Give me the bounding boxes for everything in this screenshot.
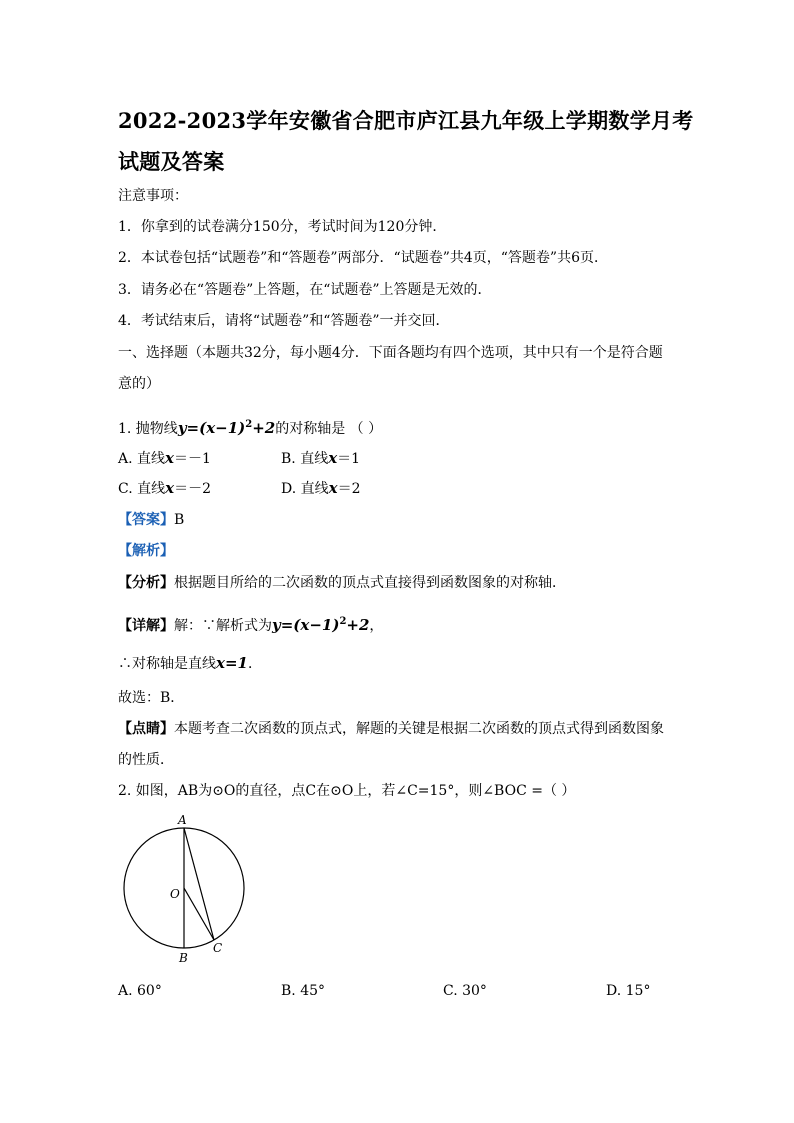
q1-prefix: 1. 抛物线 (118, 421, 178, 437)
notice-item: 4．考试结束后，请将“试题卷”和“答题卷”一并交回． (118, 313, 450, 329)
option-label: B. 直线 (281, 451, 329, 467)
label-o: O (170, 887, 180, 901)
comment-tag: 【点睛】 (118, 721, 174, 737)
section-heading-line2: 意的） (118, 376, 160, 392)
analysis-tag: 【解析】 (118, 543, 174, 559)
therefore-math: x=1 (216, 654, 248, 672)
notice-item: 3．请务必在“答题卷”上答题，在“试题卷”上答题是无效的． (118, 282, 492, 298)
detail-formula-exponent: 2 (339, 616, 347, 627)
circle-figure (110, 808, 260, 968)
question-1-stem (118, 416, 382, 438)
detail-end: ， (369, 618, 384, 634)
q1-formula (178, 419, 275, 437)
q1-therefore (118, 654, 262, 673)
q1-formula-main: y=(x−1) (177, 419, 246, 437)
label-a: A (178, 813, 187, 827)
option-var: x (165, 479, 175, 497)
q1-formula-tail: +2 (252, 419, 276, 437)
q1-analysis-heading (118, 542, 174, 560)
q1-comment (118, 720, 664, 738)
therefore-text: ∴对称轴是直线 (118, 656, 216, 672)
q1-option-c (118, 479, 211, 498)
option-value: ＝1 (337, 451, 361, 467)
q1-fenxi (118, 574, 566, 592)
comment-text: 本题考查二次函数的顶点式，解题的关键是根据二次函数的顶点式得到函数图象 (174, 721, 664, 737)
notice-item: 1．你拿到的试卷满分150分，考试时间为120分钟． (118, 219, 447, 235)
fenxi-tag: 【分析】 (118, 575, 174, 591)
option-value: ＝2 (337, 481, 361, 497)
q1-comment-line2: 的性质． (118, 752, 174, 768)
page-title-line1: 2022-2023学年安徽省合肥市庐江县九年级上学期数学月考 (118, 108, 694, 133)
q2-option-b: B. 45° (281, 983, 326, 999)
detail-formula-main: y=(x−1) (272, 616, 340, 634)
radius-oc (184, 888, 214, 940)
detail-formula-tail: +2 (346, 616, 370, 634)
label-c: C (213, 941, 223, 955)
option-var: x (328, 479, 338, 497)
q1-detail (118, 613, 383, 635)
chord-ac (184, 828, 214, 940)
option-label: A. 直线 (118, 451, 166, 467)
q1-option-d (281, 479, 361, 498)
q1-answer (118, 511, 184, 529)
question-2-stem: 2. 如图，AB为⊙O的直径，点C在⊙O上，若∠C=15°，则∠BOC =（ ） (118, 783, 576, 799)
option-label: D. 直线 (281, 481, 329, 497)
section-heading-line1: 一、选择题（本题共32分，每小题4分．下面各题均有四个选项，其中只有一个是符合题 (118, 345, 663, 361)
option-value: ＝－1 (173, 451, 211, 467)
option-var: x (328, 449, 338, 467)
q1-formula-exponent: 2 (245, 419, 253, 430)
page-title-line2: 试题及答案 (118, 149, 225, 174)
label-b: B (179, 951, 188, 965)
detail-tag: 【详解】 (118, 618, 174, 634)
answer-value: B (174, 512, 185, 528)
answer-tag: 【答案】 (118, 512, 174, 528)
q1-choose: 故选：B． (118, 690, 185, 706)
q1-option-a (118, 449, 211, 468)
q1-option-b (281, 449, 360, 468)
therefore-end: ． (247, 656, 262, 672)
q2-option-c: C. 30° (443, 983, 487, 999)
option-var: x (165, 449, 174, 467)
option-label: C. 直线 (118, 481, 166, 497)
option-value: ＝－2 (174, 481, 211, 497)
notice-heading: 注意事项： (118, 188, 188, 204)
fenxi-text: 根据题目所给的二次函数的顶点式直接得到函数图象的对称轴． (174, 575, 566, 591)
detail-text: 解：∵解析式为 (174, 618, 272, 634)
q2-option-a: A. 60° (118, 983, 162, 999)
detail-formula (272, 616, 369, 634)
q1-suffix: 的对称轴是 （ ） (275, 421, 383, 437)
notice-item: 2．本试卷包括“试题卷”和“答题卷”两部分．“试题卷”共4页，“答题卷”共6页． (118, 250, 608, 266)
q2-option-d: D. 15° (606, 983, 651, 999)
